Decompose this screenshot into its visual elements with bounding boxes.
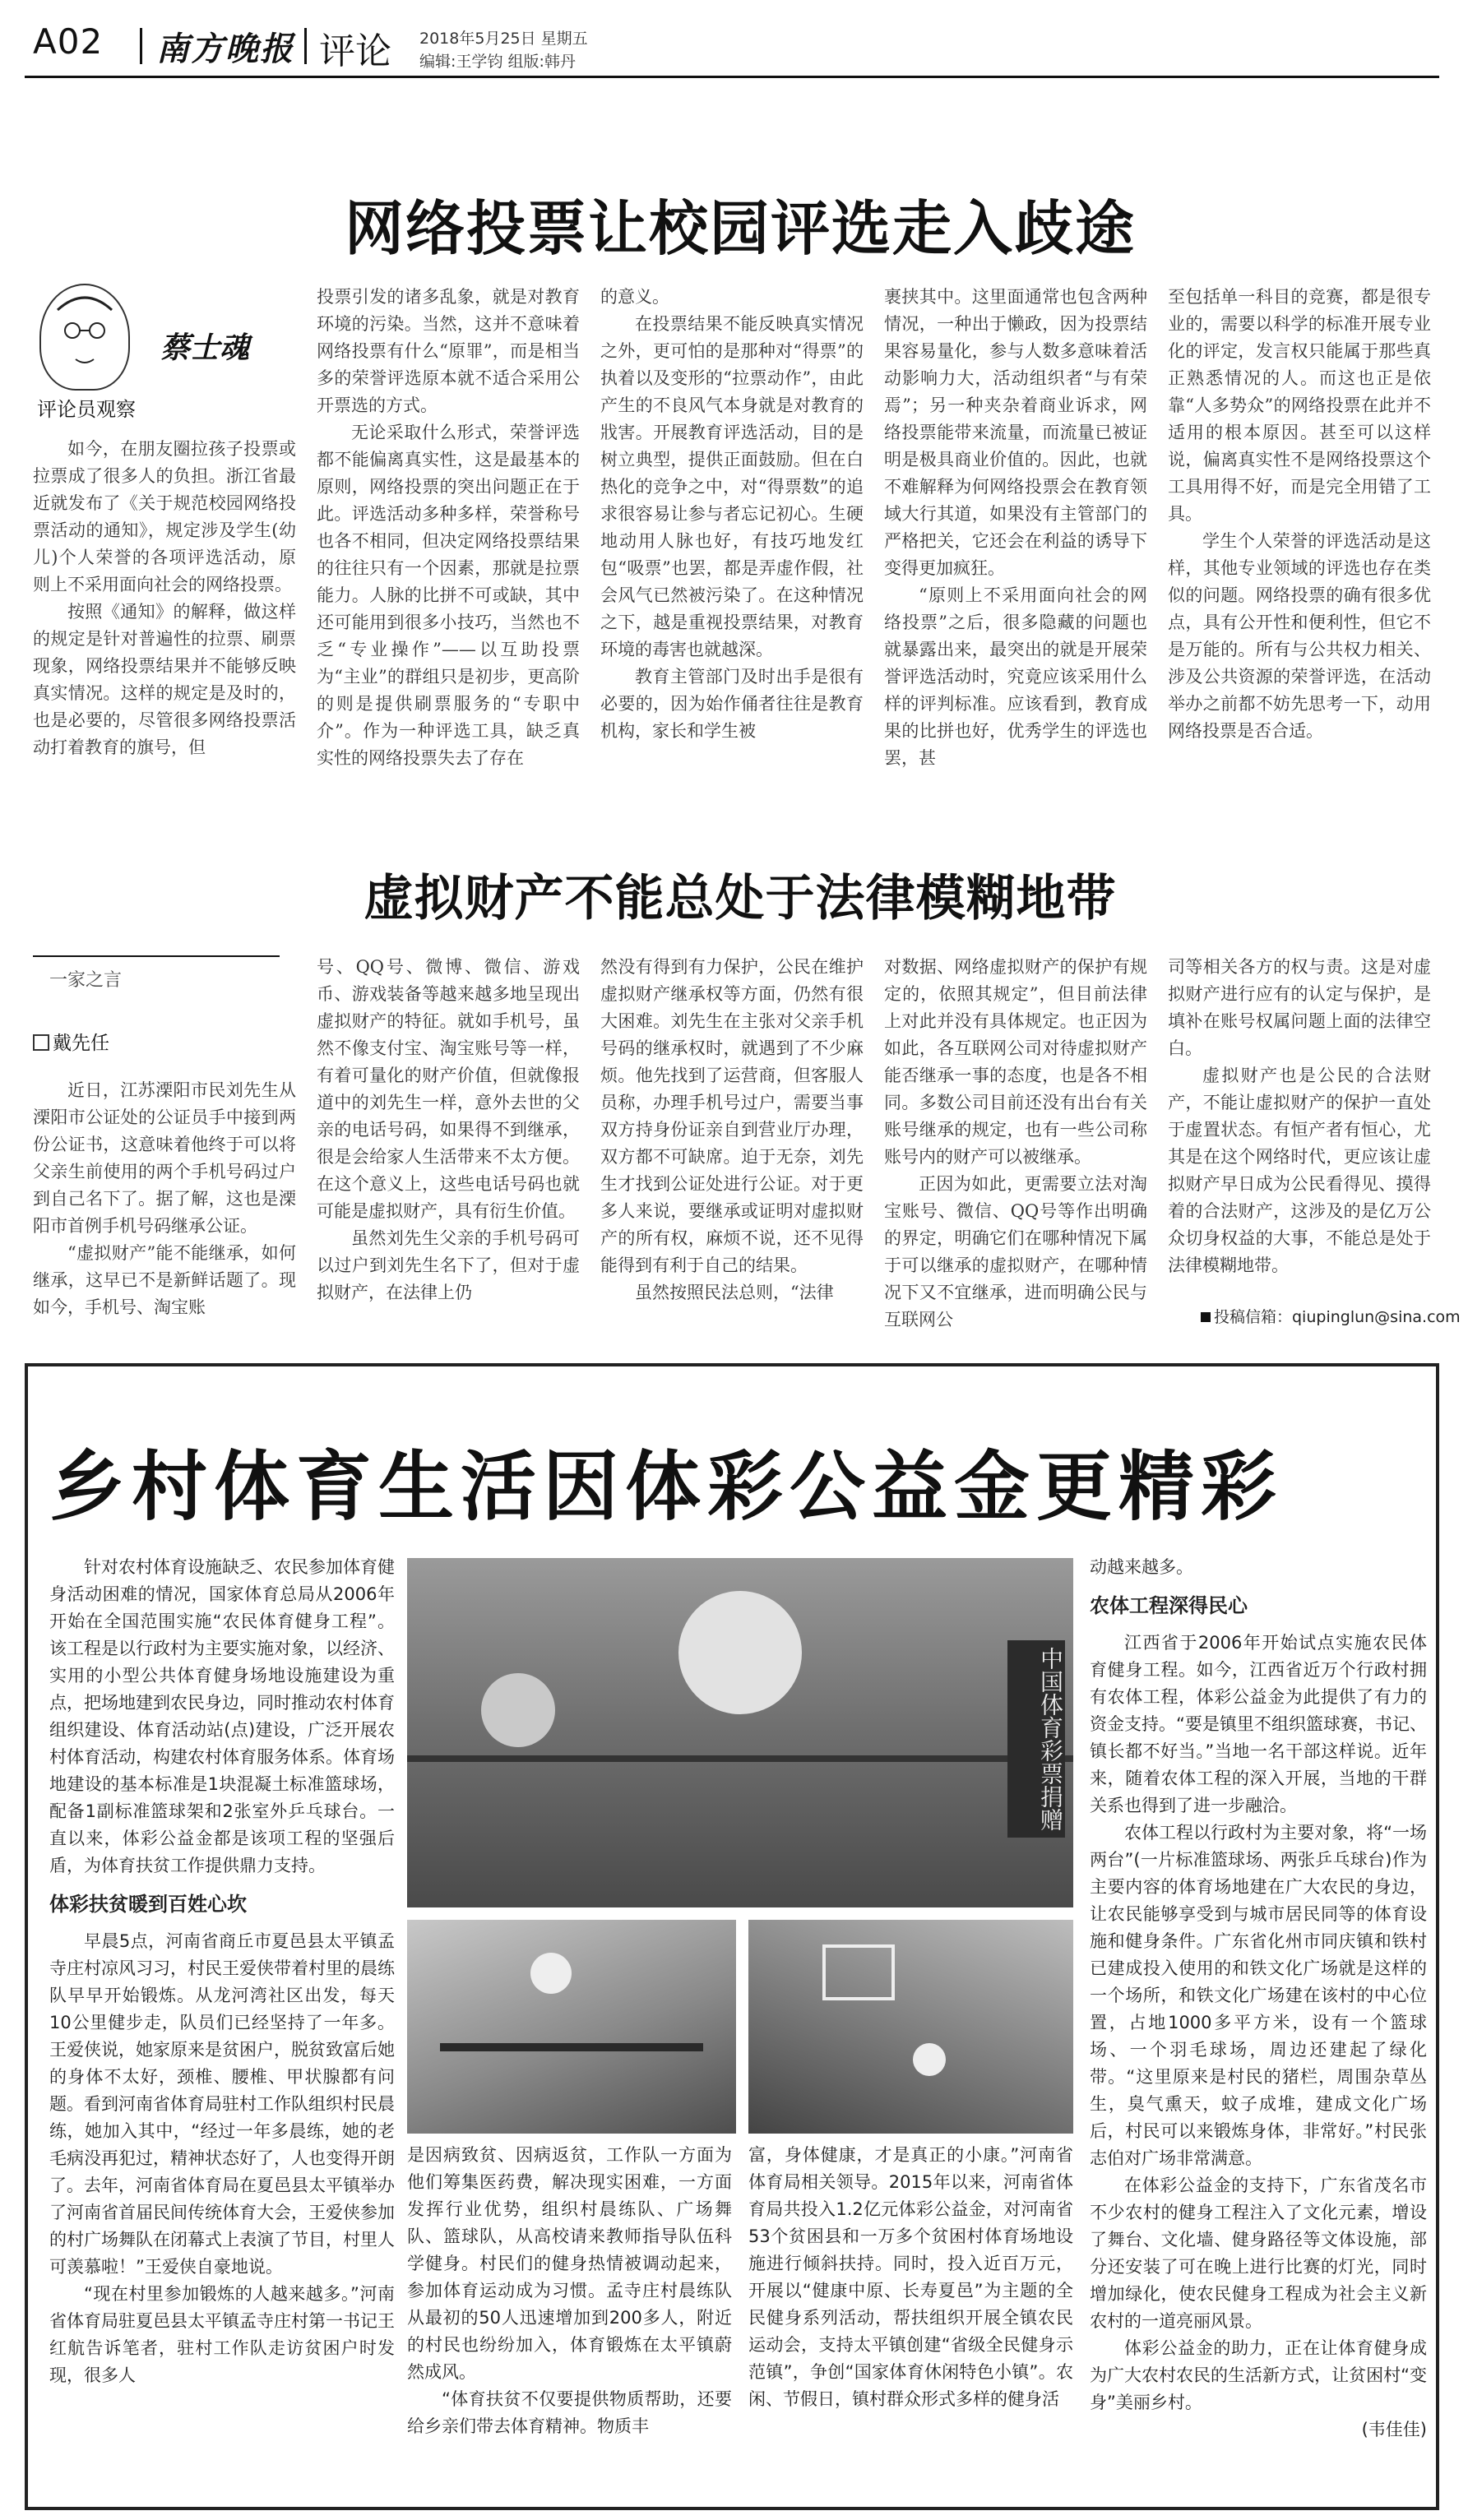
paragraph: 虚拟财产也是公民的合法财产，不能让虚拟财产的保护一直处于虚置状态。有恒产者有恒心，尤其是在这个网络时代，更应该让虚拟财产早日成为公民看得见、摸得着的合法财产，这涉及的是亿万公众切身权益的大事，不能总是处于法律模糊地带。 [1168,1066,1431,1275]
submission-email [1201,1305,1461,1327]
page-header [33,16,1431,74]
author-name: 戴先任 [53,1033,109,1054]
article3-column-4 [1090,1554,1427,2444]
header-rule [25,76,1439,78]
headline-3: 乡村体育生活因体彩公益金更精彩 [49,1443,1284,1531]
paragraph: 投票引发的诸多乱象，就是对教育环境的污染。当然，这并不意味着网络投票有什么“原罪”，而是相当多的荣誉评选原本就不适合采用公开票选的方式。 [317,287,580,415]
author-byline [33,1028,109,1055]
email-marker-icon [1201,1312,1211,1322]
paragraph: 是因病致贫、因病返贫，工作队一方面为他们筹集医药费，解决现实困难，一方面发挥行业优势，组织村晨练队、广场舞队、篮球队，从高校请来教师指导队伍科学健身。村民们的健身热情被调动起来，参加体育运动成为习惯。孟寺庄村晨练队从最初的50人迅速增加到200多人，附近的村民也纷纷加入，体育锻炼在太平镇蔚然成风。 [407,2145,732,2382]
villager-figure-icon [530,1953,572,1994]
main-photo [407,1558,1073,1907]
player-figure-icon [913,2043,946,2076]
headline-2: 虚拟财产不能总处于法律模糊地带 [364,870,1117,927]
paragraph: “原则上不采用面向社会的网络投票”之后，很多隐藏的问题也就暴露出来，最突出的就是开展荣誉评选活动时，究竟应该采用什么样的评判标准。应该看到，教育成果的比拼也好，优秀学生的评选也罢，甚 [884,585,1147,768]
editors-credit: 编辑:王学钧 组版:韩丹 [419,53,576,71]
paragraph: 至包括单一科目的竞赛，都是很专业的，需要以科学的标准开展专业化的评定，发言权只能属于那些真正熟悉情况的人。而这也正是依靠“人多势众”的网络投票在此并不适用的根本原因。甚至可以这样说，偏离真实性不是网络投票这个工具用得不好，而是完全用错了工具。 [1168,287,1431,524]
paragraph: 学生个人荣誉的评选活动是这样，其他专业领域的评选也存在类似的问题。网络投票的确有很多优点，具有公开性和便利性，但它不是万能的。所有与公共权力相关、涉及公共资源的荣誉评选，在活动举办之前都不妨先思考一下，动用网络投票是否合适。 [1168,531,1431,741]
article3-column-2 [407,2142,732,2440]
header-divider [140,28,142,64]
village-photo-2 [748,1920,1073,2134]
issue-date: 2018年5月25日 星期五 [419,30,588,48]
paragraph: 然没有得到有力保护，公民在维护虚拟财产继承权等方面，仍然有很大困难。刘先生在主张对父亲手机号码的继承权时，就遇到了不少麻烦。他先找到了运营商，但客服人员称，办理手机号过户，需要当事双方持身份证亲自到营业厅办理，双方都不可缺席。迫于无奈，刘先生才找到公证处进行公证。对于更多人来说，要继承或证明对虚拟财产的所有权，麻烦不说，还不见得能得到有利于自己的结果。 [600,957,864,1275]
article1-column-1 [33,436,296,761]
village-photo-1 [407,1920,736,2134]
paragraph: “现在村里参加锻炼的人越来越多。”河南省体育局驻夏邑县太平镇孟寺庄村第一书记王红航告诉笔者，驻村工作队走访贫困户时发现，很多人 [49,2284,395,2385]
columnist-portrait [33,284,304,391]
paragraph: 近日，江苏溧阳市民刘先生从溧阳市公证处的公证员手中接到两份公证书，这意味着他终于可以将父亲生前使用的两个手机号码过户到自己名下了。据了解，这也是溧阳市首例手机号码继承公证。 [33,1080,296,1236]
paragraph: 如今，在朋友圈拉孩子投票或拉票成了很多人的负担。浙江省最近就发布了《关于规范校园网络投票活动的通知》，规定涉及学生(幼儿)个人荣誉的各项评选活动，原则上不采用面向社会的网络投票。 [33,439,296,594]
newspaper-logo: 南方晚报 [156,30,294,68]
byline-box-icon [33,1034,49,1051]
paragraph: 在体彩公益金的支持下，广东省茂名市不少农村的健身工程注入了文化元素，增设了舞台、文化墙、健身路径等文体设施，部分还安装了可在晚上进行比赛的灯光，同时增加绿化，使农民健身工程成为社会主义新农村的一道亮丽风景。 [1090,2176,1427,2331]
columnist-sketch-icon [39,284,130,391]
paragraph: 无论采取什么形式，荣誉评选都不能偏离真实性，这是最基本的原则，网络投票的突出问题正在于此。评选活动多种多样，荣誉称号也各不相同，但决定网络投票结果的往往只有一个因素，那就是拉票能力。人脉的比拼不可或缺，其中还可能用到很多小技巧，当然也不乏“专业操作”——以互助投票为“主业”的群组只是初步，更高阶的则是提供刷票服务的“专职中介”。作为一种评选工具，缺乏真实性的网络投票失去了存在 [317,423,580,768]
columnist-signature: 蔡士魂 [160,331,250,365]
paragraph: 动越来越多。 [1090,1557,1193,1577]
paragraph: 体彩公益金的助力，正在让体育健身成为广大农村农民的生活新方式，让贫困村“变身”美丽乡村。 [1090,2338,1427,2412]
paragraph: 裹挟其中。这里面通常也包含两种情况，一种出于懒政，因为投票结果容易量化，参与人数多意味着活动影响力大，活动组织者“与有荣焉”；另一种夹杂着商业诉求，网络投票能带来流量，而流量已被证明是极具商业价值的。因此，也就不难解释为何网络投票会在教育领域大行其道，如果没有主管部门的严格把关，它还会在利益的诱导下变得更加疯狂。 [884,287,1147,578]
page-number: A02 [33,21,104,62]
paragraph: 司等相关各方的权与责。这是对虚拟财产进行应有的认定与保护，是填补在账号权属问题上面的法律空白。 [1168,957,1431,1058]
basketball-hoop-icon [822,1944,895,2000]
paragraph: 号、QQ号、微博、微信、游戏币、游戏装备等越来越多地呈现出虚拟财产的特征。就如手机号，虽然不像支付宝、淘宝账号等一样，有着可量化的财产价值，但就像报道中的刘先生一样，意外去世的父亲的电话号码，如果得不到继承，很是会给家人生活带来不太方便。在这个意义上，这些电话号码也就可能是虚拟财产，具有衍生价值。 [317,957,580,1221]
header-divider [304,28,307,64]
article3-column-1 [49,1554,395,2389]
paragraph: 正因为如此，更需要立法对淘宝账号、微信、QQ号等作出明确的界定，明确它们在哪种情况下属于可以继承的虚拟财产，在哪种情况下又不宜继承，进而明确公民与互联网公 [884,1174,1147,1329]
child-figure-icon [678,1591,802,1714]
column-label: 评论员观察 [37,398,136,421]
exercise-bar-icon [407,1755,1073,1762]
article2-column-5 [1168,954,1431,1279]
paragraph: 按照《通知》的解释，做这样的规定是针对普遍性的拉票、刷票现象，网络投票结果并不能够反映真实情况。这样的规定是及时的，也是必要的，尽管很多网络投票活动打着教育的旗号，但 [33,602,296,757]
article3-author: (韦佳佳) [1361,2420,1427,2439]
column-label-2: 一家之言 [49,970,123,991]
photo-sign-text: 中国体育彩票捐赠 [1007,1640,1065,1838]
article2-column-3 [600,954,864,1306]
email-text: 投稿信箱：qiupinglun@sina.com [1214,1308,1461,1326]
section-name: 评论 [319,30,391,72]
headline-1: 网络投票让校园评选走入歧途 [344,194,1136,263]
article1-column-3 [600,284,864,745]
paragraph: 教育主管部门及时出手是很有必要的，因为始作俑者往往是教育机构，家长和学生被 [600,667,864,741]
article2-column-1 [33,1077,296,1321]
subheading-2: 农体工程深得民心 [1090,1594,1248,1617]
subheading-1: 体彩扶贫暖到百姓心坎 [49,1893,247,1916]
paragraph: 在投票结果不能反映真实情况之外，更可怕的是那种对“得票”的执着以及变形的“拉票动作”，由此产生的不良风气本身就是对教育的戕害。开展教育评选活动，目的是树立典型，提供正面鼓励。但在白热化的竞争之中，对“得票数”的追求很容易让参与者忘记初心。生硬地动用人脉也好，有技巧地发红包“吸票”也罢，都是弄虚作假，社会风气已然被污染了。在这种情况之下，越是重视投票结果，对教育环境的毒害也就越深。 [600,314,864,659]
column-label-rule [33,955,280,957]
paragraph: “虚拟财产”能不能继承，如何继承，这早已不是新鲜话题了。现如今，手机号、淘宝账 [33,1243,296,1317]
paragraph: 虽然按照民法总则，“法律 [635,1283,834,1302]
paragraph: 农体工程以行政村为主要对象，将“一场两台”(一片标准篮球场、两张乒乓球台)作为主要内容的体育场地建在广大农民的身边，让农民能够享受到与城市居民同等的体育设施和健身条件。广东省化州市同庆镇和铁村已建成投入使用的和铁文化广场就是这样的一个场所，和铁文化广场建在该村的中心位置，占地1000多平方米，设有一个篮球场、一个羽毛球场，周边还建起了绿化带。“这里原来是村民的猪栏，周围杂草丛生，臭气熏天，蚊子成堆，建成文化广场后，村民可以来锻炼身体，非常好。”村民张志伯对广场非常满意。 [1090,1823,1427,2168]
paragraph: 对数据、网络虚拟财产的保护有规定的，依照其规定”，但目前法律上对此并没有具体规定。也正因为如此，各互联网公司对待虚拟财产能否继承一事的态度，也是各不相同。多数公司目前还没有出台有关账号继承的规定，也有一些公司称账号内的财产可以被继承。 [884,957,1147,1167]
article3-column-3 [748,2142,1073,2413]
article1-column-4 [884,284,1147,772]
fitness-equipment-icon [440,2043,703,2051]
article2-column-2 [317,954,580,1306]
child-figure-icon [481,1673,555,1747]
paragraph: 富，身体健康，才是真正的小康。”河南省体育局相关领导。2015年以来，河南省体育局共投入1.2亿元体彩公益金，对河南省53个贫困县和一万多个贫困村体育场地设施进行倾斜扶持。同时，投入近百万元，开展以“健康中原、长寿夏邑”为主题的全民健身系列活动，帮扶组织开展全镇农民运动会，支持太平镇创建“省级全民健身示范镇”，争创“国家体育休闲特色小镇”。农闲、节假日，镇村群众形式多样的健身活 [748,2145,1073,2409]
article1-column-5 [1168,284,1431,745]
paragraph: 江西省于2006年开始试点实施农民体育健身工程。如今，江西省近万个行政村拥有农体工程，体彩公益金为此提供了有力的资金支持。“要是镇里不组织篮球赛，书记、镇长都不好当。”当地一名干部这样说。近年来，随着农体工程的深入开展，当地的干群关系也得到了进一步融洽。 [1090,1633,1427,1815]
article1-column-2 [317,284,580,772]
paragraph: 针对农村体育设施缺乏、农民参加体育健身活动困难的情况，国家体育总局从2006年开始在全国范围实施“农民体育健身工程”。该工程是以行政村为主要实施对象，以经济、实用的小型公共体育健身场地设施建设为重点，把场地建到农民身边，同时推动农村体育组织建设、体育活动站(点)建设，广泛开展农村体育活动，构建农村体育服务体系。体育场地建设的基本标准是1块混凝土标准篮球场，配备1副标准篮球架和2张室外乒乓球台。一直以来，体彩公益金都是该项工程的坚强后盾，为体育扶贫工作提供鼎力支持。 [49,1557,395,1875]
paragraph: 虽然刘先生父亲的手机号码可以过户到刘先生名下了，但对于虚拟财产，在法律上仍 [317,1228,580,1302]
paragraph: “体育扶贫不仅要提供物质帮助，还要给乡亲们带去体育精神。物质丰 [407,2389,732,2436]
paragraph: 早晨5点，河南省商丘市夏邑县太平镇孟寺庄村凉风习习，村民王爱侠带着村里的晨练队早早开始锻炼。从龙河湾社区出发，每天10公里健步走，队员们已经坚持了一年多。王爱侠说，她家原来是贫困户，脱贫致富后她的身体不太好，颈椎、腰椎、甲状腺都有问题。看到河南省体育局驻村工作队组织村民晨练，她加入其中，“经过一年多晨练，她的老毛病没再犯过，精神状态好了，人也变得开朗了。去年，河南省体育局在夏邑县太平镇举办了河南省首届民间传统体育大会，王爱侠参加的村广场舞队在闭幕式上表演了节目，村里人可羡慕啦！”王爱侠自豪地说。 [49,1931,395,2277]
article2-column-4 [884,954,1147,1334]
paragraph: 的意义。 [600,287,669,307]
